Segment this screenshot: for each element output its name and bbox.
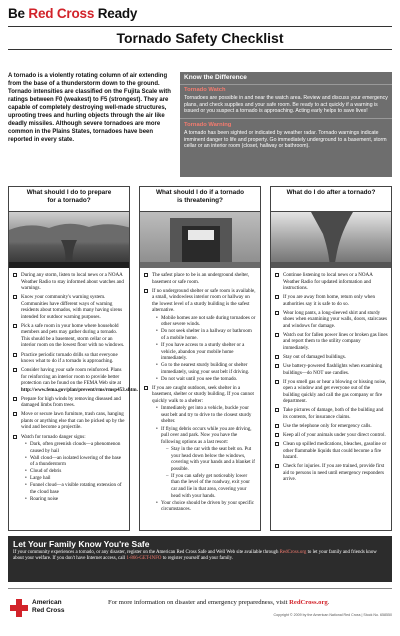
sub-sub-item: – Stay in the car with the seat belt on. Put your head down below the windows, covering with your hands and a blanket if possible. [166,446,257,472]
danger-signs-list [21,441,126,502]
redcross-link[interactable]: RedCross.org [279,550,307,555]
storm-cloud-photo [9,212,129,268]
list-item: If no underground shelter or safe room is available, a small, windowless interior room or hallway on the lowest level of a sturdy building is the safest alternative. • Mobile homes are not safe during tornadoes or other severe winds. • Do not seek shelter in a hallway or bathroom of a mobile home. • If you have access to a sturdy shelter or a vehicle, abandon your mobile home immediately. • Go to the nearest sturdy building or shelter immediately, using your seat belt if driving. • Do not wait until you see the tornado. [144,288,257,383]
list-item: If you smell gas or hear a blowing or hissing noise, open a window and get everyone out of the building quickly and call the gas company or fire department. [275,379,388,405]
list-item: Watch out for fallen power lines or broken gas lines and report them to the utility company immediately. [275,332,388,352]
sub-item: • Large hail [25,475,126,482]
brand-prefix: Be [8,6,29,21]
sub-item: • If you have access to a sturdy shelter or a vehicle, abandon your mobile home immediately. [156,342,257,362]
storm-cloud-image [9,212,129,268]
list-item: Take pictures of damage, both of the building and its contents, for insurance claims. [275,407,388,420]
list-item: Use the telephone only for emergency calls. [275,423,388,430]
sub-item: • Wall cloud—an isolated lowering of the base of a thunderstorm [25,455,126,468]
warning-label: Tornado Warning [184,122,232,129]
sub-item: • Funnel cloud—a visible rotating extension of the cloud base [25,482,126,495]
brand-logo [8,6,137,21]
prepare-heading-line2: for a tornado? [47,197,91,204]
after-column [270,186,392,531]
footer-redcross-link[interactable]: RedCross.org [289,599,328,606]
prepare-heading-line1: What should I do to prepare [26,189,112,196]
list-item: During any storm, listen to local news or a NOAA Weather Radio to stay informed about watches and warnings. [13,272,126,292]
list-item: Check for injuries. If you are trained, provide first aid to persons in need until emergency responders arrive. [275,463,388,483]
sub-item: • Do not wait until you see the tornado. [156,376,257,383]
checkbox-icon [13,368,17,372]
checkbox-icon [13,273,17,277]
sub-item: • Go to the nearest sturdy building or shelter immediately, using your seat belt if driving. [156,362,257,375]
last-resort-list [161,446,257,499]
divider [180,118,392,119]
watch-label: Tornado Watch [184,87,226,94]
list-item: Continue listening to local news or a NOAA Weather Radio for updated information and instructions. [275,272,388,292]
list-item: Clean up spilled medications, bleaches, gasoline or other flammable liquids that could become a fire hazard. [275,441,388,461]
checkbox-icon [275,333,279,337]
checkbox-icon [13,324,17,328]
list-item: Consider having your safe room reinforced. Plans for reinforcing an interior room to provide better protection can be found on the FEMA Web site at http://www.fema.gov/plan/prevent/rms/rmsp453.shtm. [13,367,126,393]
tornado-image [271,212,391,268]
checkbox-icon [275,380,279,384]
family-text: If your community experiences a tornado, or any disaster, register on the American Red Cross Safe and Well Web site available through RedCross.org to let your family and friends know about your welfare. If you don't have Internet access, call 1-866-GET-INFO to register yourself and your family. [13,550,377,562]
checkbox-icon [144,386,148,390]
after-heading [271,187,391,212]
shelter-door-image [140,212,260,268]
sub-item: • Dark, often greenish clouds—a phenomenon caused by hail [25,441,126,454]
list-item: Move or secure lawn furniture, trash cans, hanging plants or anything else that can be picked up by the wind and become a projectile. [13,411,126,431]
warning-text: A tornado has been sighted or indicated by weather radar. Tornado warnings indicate imminent danger to life and property. Go immediately underground to a basement, storm cellar or an interior room (closet, hallway or bathroom). [184,129,387,150]
list-item: Know your community's warning system. Communities have different ways of warning residents about tornados, with many having sirens intended for outdoor warning purposes. [13,294,126,320]
threatening-heading-line1: What should I do if a tornado [155,189,245,196]
logo-text: American Red Cross [32,599,65,614]
copyright-text: Copyright © 2009 by the American National Red Cross | Stock No. 658550 [273,613,392,617]
checkbox-icon [144,273,148,277]
checkbox-icon [13,353,17,357]
checkbox-icon [275,408,279,412]
list-item: Keep all of your animals under your direct control. [275,432,388,439]
checkbox-icon [144,289,148,293]
list-item: Watch for tornado danger signs: • Dark, often greenish clouds—a phenomenon caused by hail • Wall cloud—an isolated lowering of the base of a thunderstorm • Cloud of debris • Large hail • Funnel cloud—a visible rotating extension of the cloud base • Roaring noise [13,434,126,503]
american-red-cross-logo [8,597,88,621]
family-title: Let Your Family Know You're Safe [13,539,150,549]
outdoor-tips-list [152,405,257,512]
shelter-door-photo [140,212,260,268]
footer-info: For more information on disaster and emergency preparedness, visit RedCross.org. [108,599,330,606]
list-item: Stay out of damaged buildings. [275,354,388,361]
checkbox-icon [275,464,279,468]
list-item: Pick a safe room in your home where household members and pets may gather during a tornado. This should be a basement, storm cellar or an interior room on the lowest floor with no windows. [13,323,126,349]
checkbox-icon [13,295,17,299]
brand-suffix: Ready [94,6,138,21]
checkbox-icon [13,435,17,439]
tornado-photo [271,212,391,268]
sub-item: • Do not seek shelter in a hallway or bathroom of a mobile home. [156,328,257,341]
after-heading-text: What do I do after a tornado? [286,189,376,196]
red-cross-icon [10,599,28,617]
sub-item: • If flying debris occurs while you are driving, pull over and park. Now you have the following options as a last resort: – Stay in the car with the seat belt on. Put your head down below the windows, covering with your hands and a blanket if possible. – If you can safely get noticeably lower than the level of the roadway, exit your car and lie in that area, covering your head with your hands. [156,426,257,500]
building-tips-list [152,315,257,382]
list-item: Wear long pants, a long-sleeved shirt and sturdy shoes when examining your walls, doors, staircases and windows for damage. [275,310,388,330]
checkbox-icon [275,364,279,368]
checkbox-icon [275,355,279,359]
intro-text: A tornado is a violently rotating column of air extending from the base of a thunderstorm down to the ground. Tornado intensities are classified on the Fujita Scale with ratings between F0 (weakest) to F5 (strongest). They are capable of completely destroying well-made structures, uprooting trees and hurling objects through the air like deadly missiles. Although severe tornadoes are more common in the Plains States, tornadoes have been reported in every state. [8,73,171,144]
list-item: Prepare for high winds by removing diseased and damaged limbs from trees. [13,396,126,409]
checkbox-icon [275,295,279,299]
checkbox-icon [275,433,279,437]
prepare-list [9,268,138,503]
prepare-heading [9,187,129,212]
after-list [271,268,391,483]
list-item: The safest place to be is an underground shelter, basement or safe room. [144,272,257,285]
threatening-heading-line2: is threatening? [177,197,223,204]
family-safe-banner [8,536,392,582]
threatening-list [140,268,260,513]
list-item: Use battery-powered flashlights when examining buildings—do NOT use candles. [275,363,388,376]
checkbox-icon [13,412,17,416]
list-item: Practice periodic tornado drills so that everyone knows what to do if a tornado is approaching. [13,352,126,365]
threatening-column [139,186,261,531]
brand-red: Red Cross [28,6,95,21]
sub-item: • Mobile homes are not safe during tornadoes or other severe winds. [156,315,257,328]
know-the-difference-panel [180,72,392,177]
checkbox-icon [275,311,279,315]
sub-item: • Cloud of debris [25,468,126,475]
watch-text: Tornadoes are possible in and near the watch area. Review and discuss your emergency plans, and check supplies and your safe room. Be ready to act quickly if a warning is issued or you suspect a tornado is approaching. Acting early helps to save lives! [184,94,388,115]
list-item: If you are away from home, return only when authorities say it is safe to do so. [275,294,388,307]
sub-item: • Immediately get into a vehicle, buckle your seat belt and try to drive to the closest sturdy shelter. [156,405,257,425]
prepare-column [8,186,138,531]
checkbox-icon [275,442,279,446]
footer [8,588,392,628]
sub-item: • Your choice should be driven by your specific circumstances. [156,500,257,513]
checkbox-icon [275,273,279,277]
phone-link[interactable]: 1-866-GET-INFO [126,556,162,562]
checkbox-icon [13,397,17,401]
page-title: Tornado Safety Checklist [8,26,392,50]
list-item: If you are caught outdoors, seek shelter in a basement, shelter or sturdy building. If you cannot quickly walk to a shelter: • Immediately get into a vehicle, buckle your seat belt and try to drive to the closest sturdy shelter. • If flying debris occurs while you are driving, pull over and park. Now you have the following options as a last resort: – Stay in the car with the seat belt on. Put your head down below the windows, covering with your hands and a blanket if possible. – If you can safely get noticeably lower than the level of the roadway, exit your car and lie in that area, covering your head with your hands. • Your choice should be driven by your specific circumstances. [144,385,257,513]
sub-item: • Roaring noise [25,496,126,503]
know-heading: Know the Difference [180,72,392,85]
checkbox-icon [275,424,279,428]
sub-sub-item: – If you can safely get noticeably lower than the level of the roadway, exit your car and lie in that area, covering your head with your hands. [166,473,257,499]
fema-link[interactable]: http://www.fema.gov/plan/prevent/rms/rmsp453.shtm. [21,386,138,393]
threatening-heading [140,187,260,212]
